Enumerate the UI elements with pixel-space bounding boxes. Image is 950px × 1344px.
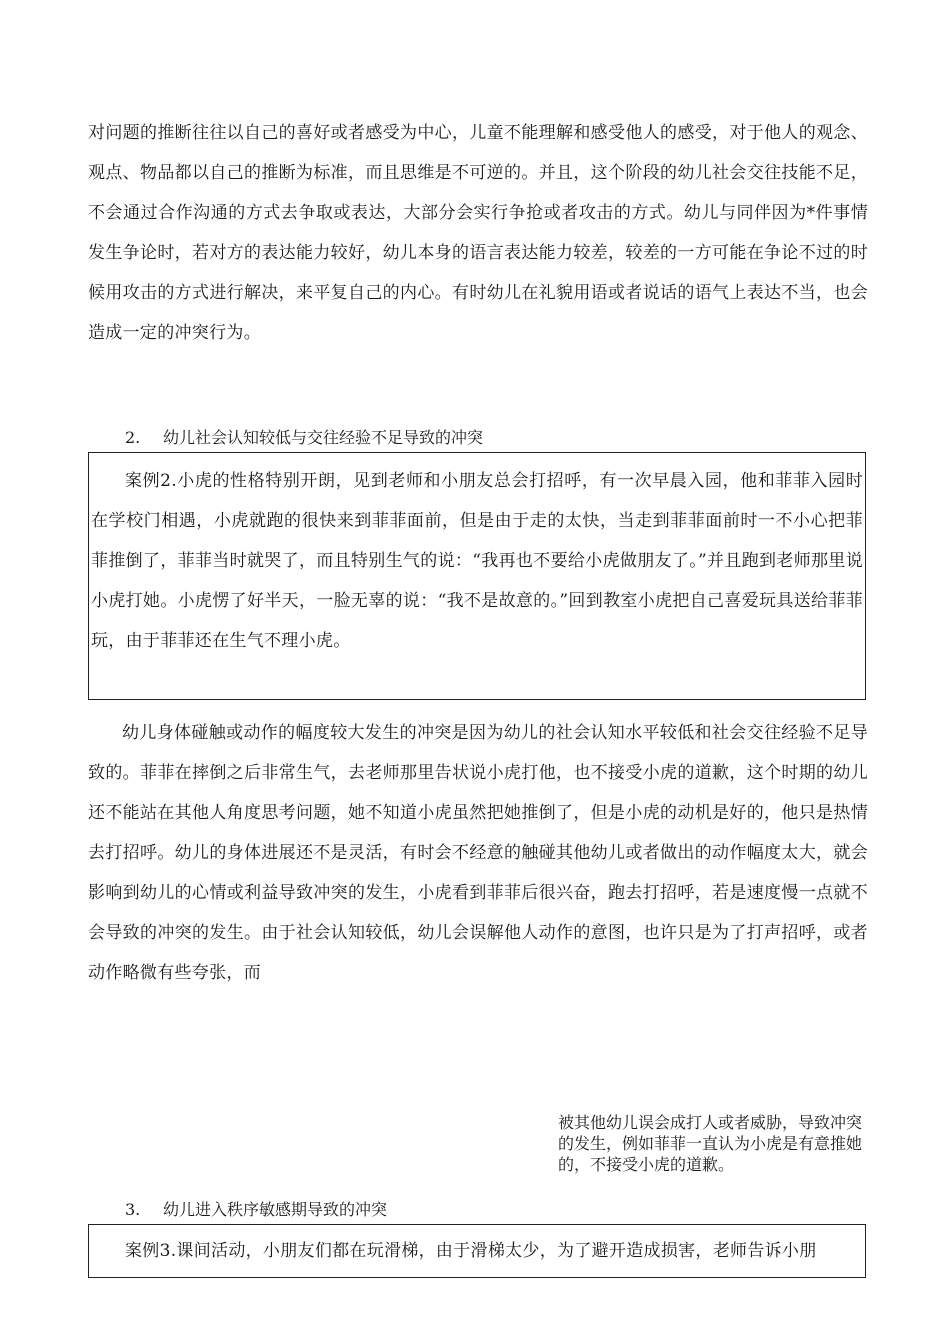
case-box xyxy=(88,452,866,700)
case-text: 案例2.小虎的性格特别开朗，见到老师和小朋友总会打招呼，有一次早晨入园，他和菲菲入园时在学校门相遇，小虎就跑的很快来到菲菲面前，但是由于走的太快，当走到菲菲面前时一不小心把菲菲推倒了，菲菲当时就哭了，而且特别生气的说：“我再也不要给小虎做朋友了。”并且跑到老师那里说小虎打她。小虎愣了好半天，一脸无辜的说：“我不是故意的。”回到教室小虎把自己喜爱玩具送给菲菲玩，由于菲菲还在生气不理小虎。 xyxy=(91,471,863,651)
case-text: 案例3.课间活动，小朋友们都在玩滑梯，由于滑梯太少，为了避开造成损害，老师告诉小朋 xyxy=(125,1241,817,1261)
section-heading xyxy=(125,1198,387,1222)
body-paragraph: 幼儿身体碰触或动作的幅度较大发生的冲突是因为幼儿的社会认知水平较低和社会交往经验不足导致的。菲菲在摔倒之后非常生气，去老师那里告状说小虎打他，也不接受小虎的道歉，这个时期的幼儿还不能站在其他人角度思考问题，她不知道小虎虽然把她推倒了，但是小虎的动机是好的，他只是热情去打招呼。幼儿的身体进展还不是灵活，有时会不经意的触碰其他幼儿或者做出的动作幅度太大，就会影响到幼儿的心情或利益导致冲突的发生，小虎看到菲菲后很兴奋，跑去打招呼，若是速度慢一点就不会导致的冲突的发生。由于社会认知较低，幼儿会误解他人动作的意图，也许只是为了打声招呼，或者动作略微有些夸张，而 xyxy=(88,723,868,983)
section-number: 2. xyxy=(125,428,141,447)
section-title: 幼儿社会认知较低与交往经验不足导致的冲突 xyxy=(163,428,484,447)
body-paragraph: 对问题的推断往往以自己的喜好或者感受为中心，儿童不能理解和感受他人的感受，对于他人的观念、观点、物品都以自己的推断为标准，而且思维是不可逆的。并且，这个阶段的幼儿社会交往技能不足，不会通过合作沟通的方式去争取或表达，大部分会实行争抢或者攻击的方式。幼儿与同伴因为*件事情发生争论时，若对方的表达能力较好，幼儿本身的语言表达能力较差，较差的一方可能在争论不过的时候用攻击的方式进行解决，来平复自己的内心。有时幼儿在礼貌用语或者说话的语气上表达不当，也会造成一定的冲突行为。 xyxy=(88,123,868,343)
section-title: 幼儿进入秩序敏感期导致的冲突 xyxy=(163,1200,388,1219)
section-heading xyxy=(125,426,483,450)
case-box xyxy=(88,1224,866,1278)
section-number: 3. xyxy=(125,1200,141,1219)
displaced-text-block: 被其他幼儿误会成打人或者威胁，导致冲突的发生，例如菲菲一直认为小虎是有意推她的，不接受小虎的道歉。 xyxy=(558,1113,863,1174)
